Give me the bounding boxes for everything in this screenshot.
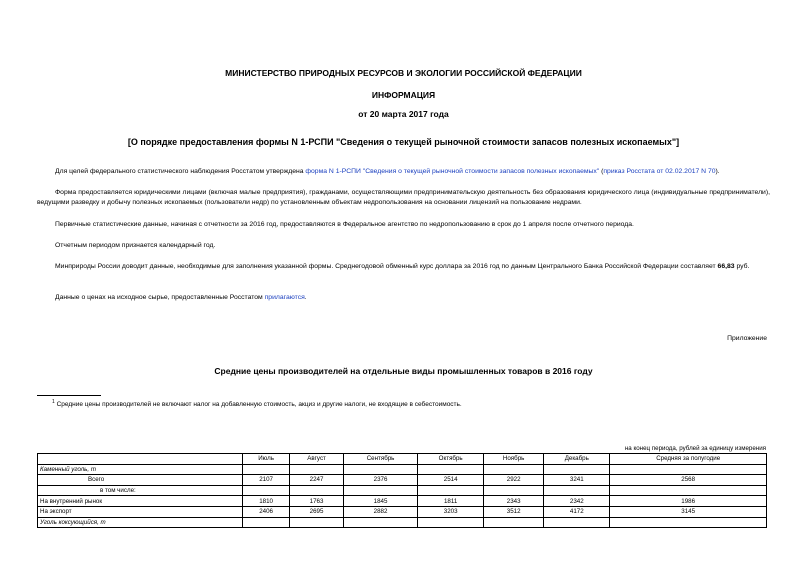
form-link[interactable]: форма N 1-РСПИ "Сведения о текущей рыночной стоимости запасов полезных ископаемых" [305,168,600,175]
table-row [38,475,767,486]
table-header-cell: Октябрь [418,454,484,465]
row-label: На внутренний рынок [38,496,243,507]
paragraph-6 [37,293,770,303]
table-row [38,517,767,528]
table-cell: 1811 [418,496,484,507]
table-header-row [38,454,767,465]
table-title: Средние цены производителей на отдельные виды промышленных товаров в 2016 году [214,366,593,376]
table-cell [290,517,344,528]
attached-link[interactable]: прилагаются [264,294,305,301]
footnote [52,399,462,408]
row-label: Каменный уголь, т [38,464,243,475]
table-cell: 2376 [343,475,417,486]
table-cell [243,517,290,528]
table-cell [243,485,290,496]
row-label: На экспорт [38,506,243,517]
footnote-mark: 1 [52,399,55,405]
paragraph-2: Форма предоставляется юридическими лицами (включая малые предприятия), гражданами, осуществляющими предпринимательскую деятельность без образования юридического лица (индивидуальные предприниматели), ведущими разведку и добычу полезных ископаемых (пользователи недр) по установленным объектам недропользования на основании лицензий на пользование недрами. [37,189,770,206]
table-cell [343,485,417,496]
table-header-cell: Средняя за полугодие [610,454,767,465]
table-cell [610,485,767,496]
table-cell: 1845 [343,496,417,507]
footnote-text: Средние цены производителей не включают налог на добавленную стоимость, акциз и другие налоги, не входящие в себестоимость. [54,401,462,409]
paragraph-5 [37,262,770,272]
table-cell [544,464,610,475]
paragraph-4: Отчетным периодом признается календарный год. [55,242,216,249]
table-cell: 3512 [484,506,544,517]
prices-table [37,453,767,528]
appendix-label: Приложение [727,335,767,342]
document-subject: [О порядке предоставления формы N 1-РСПИ "Сведения о текущей рыночной стоимости запасов полезных ископаемых"] [127,137,680,147]
table-cell: 2568 [610,475,767,486]
table-row [38,485,767,496]
table-cell [418,517,484,528]
units-note: на конец периода, рублей за единицу измерения [624,445,766,452]
table-header-cell [38,454,243,465]
paragraph-1-text: Для целей федерального статистического наблюдения Росстатом утверждена [55,168,306,175]
paragraph-1 [37,167,770,177]
table-cell [290,464,344,475]
table-cell [610,464,767,475]
row-label: в том числе: [38,485,243,496]
table-cell: 1986 [610,496,767,507]
ministry-title: МИНИСТЕРСТВО ПРИРОДНЫХ РЕСУРСОВ И ЭКОЛОГИИ РОССИЙСКОЙ ФЕДЕРАЦИИ [225,68,582,78]
table-cell [290,485,344,496]
table-header-cell: Август [290,454,344,465]
table-header-cell: Декабрь [544,454,610,465]
document-date: от 20 марта 2017 года [358,109,449,119]
table-cell [343,517,417,528]
table-cell: 2514 [418,475,484,486]
table-row [38,496,767,507]
table-cell: 2343 [484,496,544,507]
table-cell [343,464,417,475]
table-cell [418,464,484,475]
table-cell [243,464,290,475]
table-header-cell: Июль [243,454,290,465]
row-label: Всего [38,475,243,486]
paragraph-1-end: ). [715,168,720,175]
table-cell: 2107 [243,475,290,486]
row-label: Уголь коксующийся, т [38,517,243,528]
table-cell: 3145 [610,506,767,517]
table-cell: 2695 [290,506,344,517]
footnote-divider [37,395,101,396]
table-cell: 1763 [290,496,344,507]
paragraph-1-paren: ( [599,168,604,175]
table-cell [610,517,767,528]
table-cell: 3241 [544,475,610,486]
order-link[interactable]: приказ Росстата от 02.02.2017 N 70 [603,168,716,175]
paragraph-6-end: . [304,294,307,301]
document-type: ИНФОРМАЦИЯ [371,90,436,100]
table-cell [418,485,484,496]
table-cell [544,485,610,496]
table-cell: 4172 [544,506,610,517]
table-cell: 2342 [544,496,610,507]
table-header-cell: Ноябрь [484,454,544,465]
table-cell [484,485,544,496]
table-row [38,506,767,517]
table-cell [544,517,610,528]
table-cell: 1810 [243,496,290,507]
table-cell: 2882 [343,506,417,517]
paragraph-5-end: руб. [734,263,750,270]
paragraph-6-text: Данные о ценах на исходное сырье, предоставленные Росстатом [55,294,265,301]
table-cell: 2406 [243,506,290,517]
table-cell: 2922 [484,475,544,486]
table-row [38,464,767,475]
table-cell [484,517,544,528]
table-cell: 3203 [418,506,484,517]
paragraph-3: Первичные статистические данные, начиная с отчетности за 2016 год, предоставляются в Федеральное агентство по недропользованию в срок до 1 апреля после отчетного периода. [55,221,634,228]
table-cell: 2247 [290,475,344,486]
table-cell [484,464,544,475]
exchange-rate: 66,83 [717,263,735,270]
table-header-cell: Сентябрь [343,454,417,465]
paragraph-5-text: Минприроды России доводит данные, необходимые для заполнения указанной формы. Среднегодовой обменный курс доллара за 2016 год по данным Центрального Банка Российской Федерации составляет [55,263,718,270]
